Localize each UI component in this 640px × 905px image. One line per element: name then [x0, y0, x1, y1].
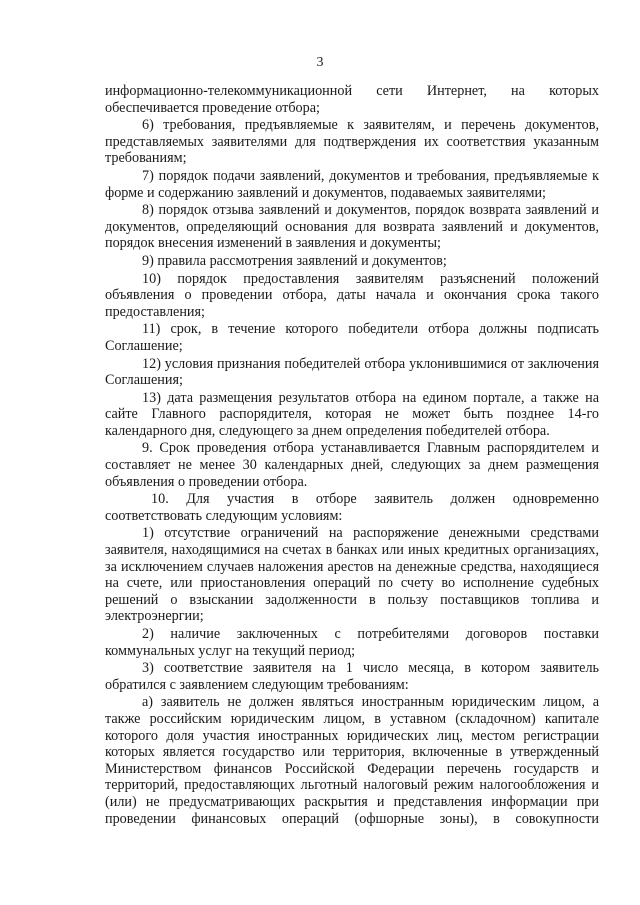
paragraph: 8) порядок отзыва заявлений и документов, порядок возврата заявлений и документов, определяющий основания для возврата заявлений и документов, порядок внесения изменений в заявления и документы;: [105, 202, 599, 252]
page-number: 3: [316, 55, 324, 70]
paragraph: 2) наличие заключенных с потребителями договоров поставки коммунальных услуг на текущий период;: [105, 626, 599, 659]
paragraph: 3) соответствие заявителя на 1 число месяца, в котором заявитель обратился с заявлением следующим требованиям:: [105, 660, 599, 693]
paragraph: а) заявитель не должен являться иностранным юридическим лицом, а также российским юридическим лицом, в уставном (складочном) капитале которого доля участия иностранных юридических лиц, местом регистрации которых является государство или территория, включенные в утвержденный Министерством финансов Российской Федерации перечень государств и территорий, предоставляющих льготный налоговый режим налогообложения и (или) не предусматривающих раскрытия и представления информации при проведении финансовых операций (офшорные зоны), в совокупности: [105, 694, 599, 827]
paragraph: 13) дата размещения результатов отбора на едином портале, а также на сайте Главного распорядителя, которая не может быть позднее 14-го календарного дня, следующего за днем определения победителей отбора.: [105, 389, 599, 439]
paragraph: 9) правила рассмотрения заявлений и документов;: [142, 252, 447, 269]
paragraph: 7) порядок подачи заявлений, документов и требования, предъявляемые к форме и содержанию заявлений и документов, подаваемых заявителями;: [105, 167, 599, 201]
paragraph: 6) требования, предъявляемые к заявителям, и перечень документов, представляемых заявителями для подтверждения их соответствия указанным требованиям;: [105, 117, 599, 167]
paragraph: информационно-телекоммуникационной сети Интернет, на которых обеспечивается проведение отбора;: [105, 83, 599, 116]
paragraph: 10) порядок предоставления заявителям разъяснений положений объявления о проведении отбора, даты начала и окончания срока такого предоставления;: [105, 270, 599, 320]
paragraph: 12) условия признания победителей отбора уклонившимися от заключения Соглашения;: [105, 355, 599, 389]
paragraph: 1) отсутствие ограничений на распоряжение денежными средствами заявителя, находящимися на счетах в банках или иных кредитных организациях, за исключением случаев наложения арестов на денежные средства, находящиеся на счете, или приостановления операций по счету во исполнение судебных решений о взыскании задолженности в пользу поставщиков топлива и электроэнергии;: [105, 525, 599, 625]
document-body: [105, 83, 599, 828]
paragraph: 10. Для участия в отборе заявитель должен одновременно соответствовать следующим условиям:: [105, 491, 599, 524]
paragraph: 11) срок, в течение которого победители отбора должны подписать Соглашение;: [105, 321, 599, 354]
paragraph: 9. Срок проведения отбора устанавливается Главным распорядителем и составляет не менее 30 календарных дней, следующих за днем размещения объявления о проведении отбора.: [105, 440, 599, 490]
